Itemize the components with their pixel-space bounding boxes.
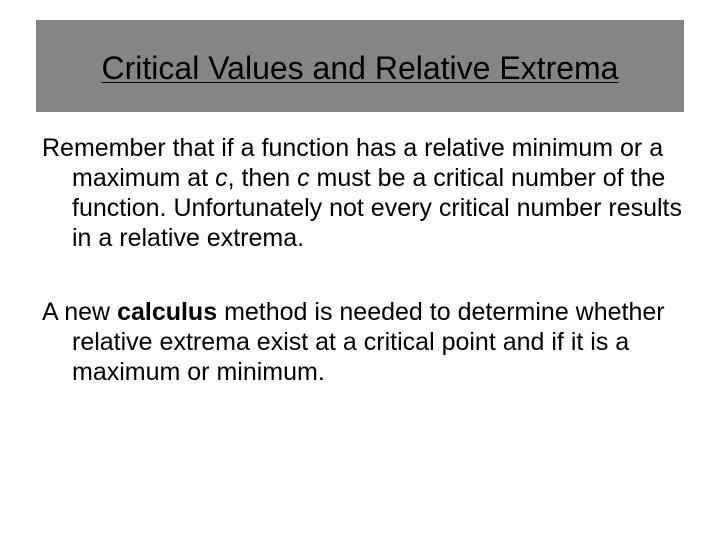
slide-body xyxy=(42,133,682,387)
variable-c-second: c xyxy=(297,164,310,192)
slide-title: Critical Values and Relative Extrema xyxy=(101,49,619,86)
paragraph-1-text-b: , then xyxy=(227,164,298,192)
variable-c-first: c xyxy=(215,164,228,192)
paragraph-critical-number xyxy=(42,133,682,253)
paragraph-calculus-method xyxy=(42,297,682,387)
paragraph-1-text-a: Remember that if a function has a relative minimum or a maximum at xyxy=(42,134,664,192)
bold-word-calculus: calculus xyxy=(117,298,218,326)
title-banner xyxy=(36,20,684,112)
paragraph-1-text-c: must be a critical number of the function. Unfortunately not every critical number results in a relative extrema. xyxy=(72,164,682,252)
paragraph-2-text-b: method is needed to determine whether relative extrema exist at a critical point and if it is a maximum or minimum. xyxy=(72,298,665,386)
paragraph-2-text-a: A new xyxy=(42,298,118,326)
